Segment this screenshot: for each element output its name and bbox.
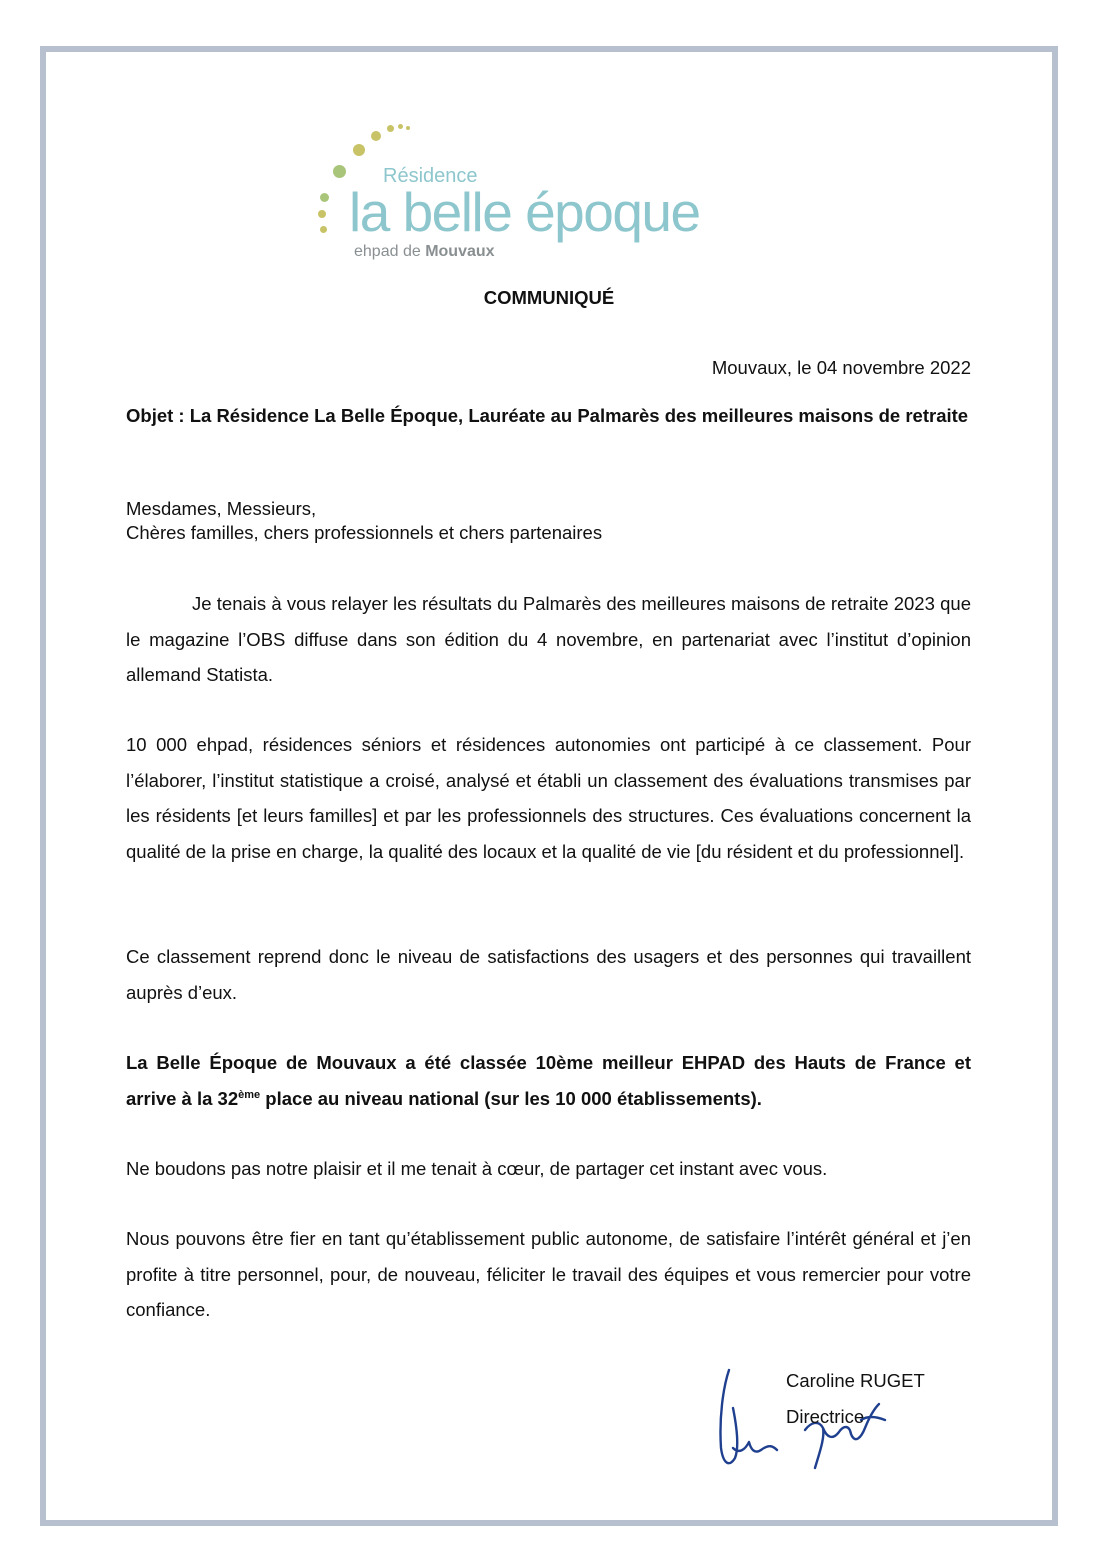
p4-superscript: ème xyxy=(238,1088,261,1101)
document-date: Mouvaux, le 04 novembre 2022 xyxy=(711,357,971,378)
paragraph-6: Nous pouvons être fier en tant qu’établissement public autonome, de satisfaire l’intérêt général et j’en profite à titre personnel, pour, de nouveau, féliciter le travail des équipes et vous remercier pour votre confiance. xyxy=(126,1228,971,1320)
signature-title: Directrice xyxy=(786,1406,865,1427)
greeting-line-2: Chères familles, chers professionnels et chers partenaires xyxy=(126,522,603,543)
logo-dot xyxy=(318,210,326,218)
logo-dot xyxy=(398,124,403,129)
p4-text-end: place au niveau national (sur les 10 000 établissements). xyxy=(260,1087,762,1109)
residence-logo xyxy=(312,118,802,268)
paragraph-3: Ce classement reprend donc le niveau de satisfactions des usagers et des personnes qui travaillent auprès d’eux. xyxy=(126,946,971,1003)
logo-dot xyxy=(371,131,381,141)
paragraph-2: 10 000 ehpad, résidences séniors et résidences autonomies ont participé à ce classement. Pour l’élaborer, l’institut statistique a croisé, analysé et établi un classement des évaluations transmises par les résidents [et leurs familles] et par les professionnels des structures. Ces évaluations concernent la qualité de la prise en charge, la qualité des locaux et la qualité de vie [du résident et du professionnel]. xyxy=(126,734,971,862)
logo-dot xyxy=(320,226,327,233)
document-object: Objet : La Résidence La Belle Époque, Lauréate au Palmarès des meilleures maisons de retraite xyxy=(126,405,969,426)
logo-dot xyxy=(387,125,394,132)
paragraph-4-highlight xyxy=(126,1045,971,1116)
logo-sub-place: Mouvaux xyxy=(425,243,495,260)
logo-residence-text: Résidence xyxy=(383,165,478,187)
document-heading: COMMUNIQUÉ xyxy=(483,287,615,308)
logo-subtitle xyxy=(354,243,495,261)
signature-name: Caroline RUGET xyxy=(786,1370,925,1391)
logo-sub-prefix: ehpad de xyxy=(354,243,421,260)
logo-dot xyxy=(353,144,365,156)
paragraph-1: Je tenais à vous relayer les résultats du Palmarès des meilleures maisons de retraite 2023 que le magazine l’OBS diffuse dans son édition du 4 novembre, en partenariat avec l’institut d’opinion allemand Statista. xyxy=(126,593,971,685)
logo-dot xyxy=(333,165,346,178)
p4-text-start: La Belle Époque de Mouvaux a été classée 10ème meilleur EHPAD des Hauts de France et arrive à la 32 xyxy=(126,1052,971,1109)
greeting-line-1: Mesdames, Messieurs, xyxy=(126,498,317,519)
logo-name-text: la belle époque xyxy=(349,181,700,243)
logo-dot xyxy=(320,193,329,202)
logo-dot xyxy=(406,126,410,130)
paragraph-5: Ne boudons pas notre plaisir et il me tenait à cœur, de partager cet instant avec vous. xyxy=(126,1158,828,1179)
